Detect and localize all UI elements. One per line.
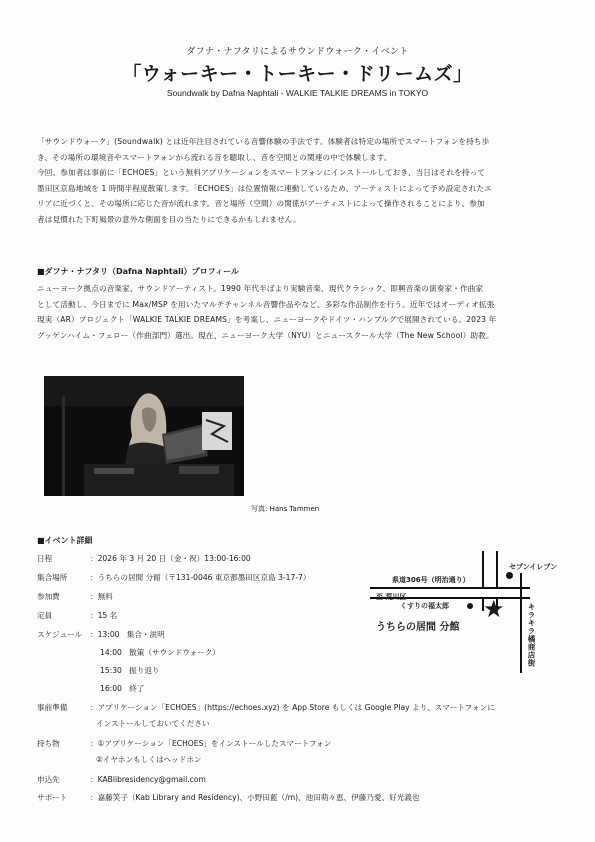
items-value: ：①アプリケーション「ECHOES」をインストールしたスマートフォン (90, 739, 332, 748)
schedule-label: スケジュール (37, 630, 83, 639)
prep-label: 事前準備 (37, 703, 68, 712)
schedule-desc: 集合・説明 (126, 630, 165, 639)
schedule-item (100, 663, 160, 679)
intro-line: 墨田区京島地域を 1 時間半程度散策します。「ECHOES」は位置情報に連動しているため、アーティストによって予め設定されたエ (37, 183, 493, 193)
map-label-seven-eleven: セブンイレブン (509, 563, 558, 571)
page-subtitle: Soundwalk by Dafna Naphtali - WALKIE TALKIE DREAMS in TOKYO (166, 88, 429, 98)
profile-line: ニューヨーク拠点の音楽家、サウンドアーティスト。1990 年代半ばより実験音楽、現代クラシック、即興音楽の演奏家・作曲家 (37, 284, 484, 293)
map-label-fukutaro: くすりの福太郎 (400, 602, 449, 610)
intro-line: 今回、参加者は事前に「ECHOES」という無料アプリケーションをスマートフォンにインストールしておき、当日はそれを持って (37, 168, 486, 177)
profile-heading: ■ダフナ・ナフタリ（Dafna Naphtali）プロフィール (37, 267, 239, 276)
schedule-item (90, 627, 165, 643)
place-value: ：うちらの居間 分館（〒131-0046 東京都墨田区京島 3-17-7） (90, 573, 311, 582)
capacity-label: 定員 (37, 611, 53, 620)
items-row (37, 736, 562, 752)
photo-credit: 写真: Hans Tammen (251, 505, 320, 513)
apply-email[interactable]: ：KABlibresidency@gmail.com (90, 775, 206, 784)
schedule-item (100, 681, 144, 697)
artist-photo-graphic (44, 376, 244, 496)
artist-photo (44, 376, 244, 496)
schedule-time: 15:30 (100, 666, 122, 675)
map-road (496, 551, 498, 589)
prep-value: ：アプリケーション「ECHOES」(https://echoes.xyz) を App Store もしくは Google Play より、スマートフォンに (90, 703, 495, 712)
intro-line: 「サウンドウォーク」(Soundwalk) とは近年注目されている音響体験の手法です。体験者は特定の場所でスマートフォンを持ち歩 (37, 137, 490, 146)
intro-paragraph (37, 134, 562, 227)
drugstore-marker (467, 603, 473, 609)
fee-label: 参加費 (37, 592, 60, 601)
intro-line: き、その場所の環境音やスマートフォンから流れる音を聴取し、音を空間との関連の中で体験します。 (37, 152, 392, 162)
map-label-venue: うちらの居間 分館 (376, 622, 460, 633)
access-map (370, 545, 565, 680)
schedule-time: ：13:00 (90, 630, 120, 639)
profile-line: として活動し、今日までに Max/MSP を用いたマルチチャンネル音響作品やなど、多彩な作品制作を行う。近年ではオーディオ拡張 (37, 299, 495, 309)
prep-row (37, 700, 562, 716)
fee-value: ：無料 (90, 592, 113, 601)
intro-line: リアに近づくと、その場所に応じた音が流れます。音と場所（空間）の関係がアーティストによって操作されることにより、参加 (37, 199, 485, 208)
schedule-item (100, 645, 220, 661)
map-road (520, 573, 522, 673)
profile-line: 現実（AR）プロジェクト「WALKIE TALKIE DREAMS」を考案し、ニューヨークやドイツ・ハンブルグで展開されている。2023 年 (37, 315, 497, 324)
support-label: サポート (37, 793, 68, 802)
profile-paragraph (37, 281, 562, 343)
page-title: 「ウォーキー・トーキー・ドリームズ」 (122, 63, 473, 85)
event-heading: ■イベント詳細 (37, 536, 93, 545)
map-road (482, 551, 484, 589)
profile-line: グッゲンハイム・フェロー（作曲部門）選出。現在、ニューヨーク大学（NYU）とニュースクール大学（The New School）助教。 (37, 330, 494, 340)
capacity-value: ：15 名 (90, 611, 118, 620)
date-value: ：2026 年 3 月 20 日（金・祝）13:00-16:00 (90, 554, 251, 563)
map-label-kirakira: キラキラ橘商店街 (527, 603, 536, 667)
schedule-time: 14:00 (100, 648, 122, 657)
intro-line: 者は見慣れた下町風景の意外な側面を目の当たりにできるかもしれません。 (37, 214, 301, 224)
support-value: ：嘉藤笑子（Kab Library and Residency)、小野田藍（/m)、池田萌々恵、伊藤乃愛、好光義也 (90, 793, 420, 802)
items-label: 持ち物 (37, 739, 60, 748)
schedule-desc: 振り返り (129, 666, 160, 675)
map-road (370, 587, 530, 589)
place-label: 集合場所 (37, 573, 68, 582)
map-label-route306: 県道306号（明治通り） (392, 576, 470, 584)
apply-label: 申込先 (37, 775, 60, 784)
prep-value-cont: インストールしておいてください (96, 719, 210, 728)
support-row (37, 790, 562, 806)
schedule-time: 16:00 (100, 684, 122, 693)
venue-star-icon: ★ (483, 595, 505, 623)
event-tagline: ダフナ・ナフタリによるサウンドウォーク・イベント (186, 47, 409, 57)
schedule-desc: 散策（サウンドウォーク） (129, 648, 220, 657)
schedule-desc: 終了 (129, 684, 145, 693)
apply-row (37, 772, 562, 788)
seven-eleven-marker (506, 572, 513, 579)
items-value-cont: ②イヤホンもしくはヘッドホン (96, 755, 202, 764)
map-label-arakawa: 至 荒川区 (376, 593, 407, 601)
date-label: 日程 (37, 554, 53, 563)
